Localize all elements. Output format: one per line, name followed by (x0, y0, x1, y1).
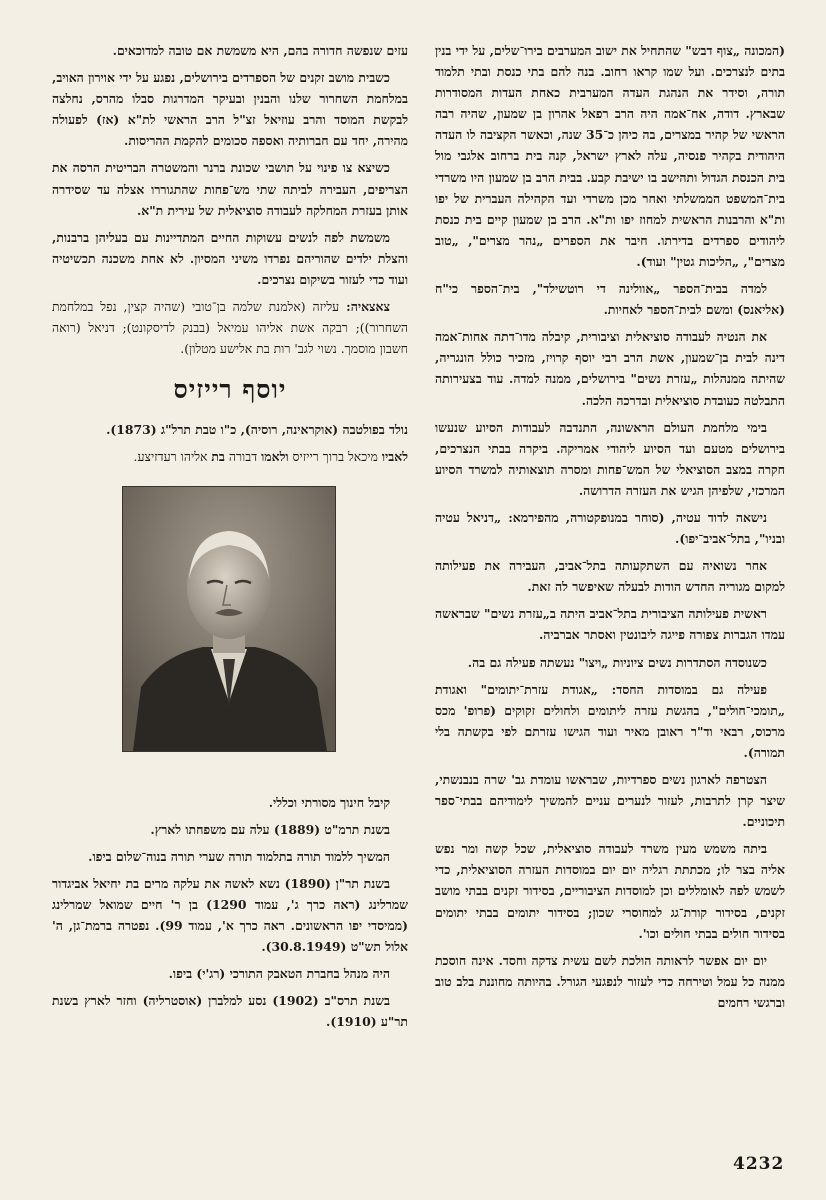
left-column (52, 40, 408, 1038)
right-column (435, 40, 785, 1019)
paragraph: בשנת תר"ן (1890) נשא לאשה את עלקה מרים בת יחיאל אביגדור שמרלינג (ראה כרך ג', עמוד 1290) בן ר' חיים שמואל שמרלינג (ממיסדי יפו הראשונים. ראה כרך א', עמוד 99). נפטרה ברמת־גן, ה' אלול תש"ט (30.8.1949). (52, 875, 408, 955)
paragraph: (המכונה „צוף דבש" שהתחיל את ישוב המערבים בירו־שלים, על ידי בנין בתים לנצרכים. ועל שמו קראו רחוב. בנה להם בתי כנסת ובתי תלמוד תורה, וסידר את הנהגת העדה המערבית כאחת העדות המסודרות שבארץ. דודה, אח־אמה היה הרב רפאל אהרון בן שמעון, שהיה רבה הראשי של קהיר במצרים, בה כיהן כ־35 שנה, וכאשר הקציבה לו העדה היהודית בקהיר פנסיה, עלה לארץ ישראל, קנה בית ברחוב אלגבי מול בית הכנסת הגדול ותהישב בו ישיבת קבע. בבית הרב בן שמעון היו משרדי בית־המשפט הממשלתי ואחר מכן משרדי ועד הקהילה העברית של יפו ות"א והרבנות הראשית למחוז יפו ות"א. הרב בן שמעון קיים בית כנסת ליהודים ספרדים בדירתו. חיבר את הספרים „נהר מצרים", „טוב מצרים", „הליכות גטין" ועוד). (434, 43, 785, 269)
paragraph: פעילה גם במוסדות החסד: „אגודת עזרת־יתומים" ואגודת „תומכי־חולים", בהגשת עזרה ליתומים ולחולים זקוקים (פרופ' מכס מרכוס, רבאי וד"ר ראובן מאיר ועוד הגישו עזרתם לפי בקשתה בלי תמורה). (435, 681, 785, 760)
paragraph: אחר נשואיה עם השתקעותה בתל־אביב, העבירה את פעילותה למקום מגוריה החדש הודות לבעלה שאיפשר לה זאת. (435, 558, 785, 595)
paragraph: הצטרפה לארגון נשים ספרדיות, שבראשו עומדת גב' שרה בנבנשתי, שיצר קרן לתרבות, לעזור לנערים עניים להמשיך לימודיהם בבתי־ספר תיכוניים. (435, 772, 785, 830)
paragraph: בשנת תרמ"ט (1889) עלה עם משפחתו לארץ. (150, 821, 390, 837)
paragraph: בימי מלחמת העולם הראשונה, התנדבה לעבודות הסיוע שנעשו בירושלים מטעם ועד הסיוע ליהודי אמריקה. ביקרה בבתי הנצרכים, חקרה במצב הסוציאלי של המש־פחות ומסרה תוצאותיה למשרד הסיוע המרכזי, שלפיהן הגיש את העזרה הדרושה. (435, 419, 785, 498)
paragraph: עזים שנפשה חדורה בהם, היא משמשת אם טובה למדוכאים. (112, 43, 408, 58)
parents-line: לאביו מיכאל ברוך רייזיס ולאמו דבורה בת אליהו רעדזיצע. (133, 449, 408, 465)
paragraph: היה מנהל בחברת הטאבק התורכי (רג'י) ביפו. (168, 966, 390, 982)
paragraph: משמשת לפה לנשים עשוקות החיים המתדיינות עם בעליהן ברבנות, והצלת ילדים שהוריהם נפרדו משיני המסיון. לא אחת משכנה תכשיטיה ועוד כדי לעזור בשיקום נצרכים. (52, 229, 408, 287)
portrait-image (123, 487, 335, 751)
paragraph: יום יום אפשר לראותה הולכת לשם עשית צדקה וחסד. אינה חוסכת ממנה כל עמל וטירחה כדי לעזור לנפגעי הגורל. בהיותה מחוננת בלב טוב וברגשי רחמים (435, 952, 785, 1010)
portrait-photo (122, 486, 336, 752)
paragraph: את הנטיה לעבודה סוציאלית וציבורית, קיבלה מדו־דתה אחות־אמה דינה לבית בן־שמעון, אשת הרב רבי יוסף קרויז, מזכיר כולל הונגריה, שהיתה ממנהלות „עזרת נשים" בירושלים, ממנה למדה. עוד בצעירותה התבלטה כעובדת סוציאלית ובדרכה הלכה. (435, 329, 785, 408)
paragraph: למדה בבית־הספר „אוולינה די רוטשילד", בית־הספר כי"ח (אליאנס) ומשם לבית־הספר לאחיות. (435, 281, 785, 318)
paragraph: כשבית מושב זקנים של הספרדים בירושלים, נפגע על ידי אוירון האויב, במלחמת השחרור שלנו והבנין ובעיקר המדרגות סבלו מהרס, נחלצה לבקשת המוסד והרב עוזיאל זצ"ל הרב הראשי לת"א (אז) לפעולה מהירה, יחד עם חברותיה ואספה סכומים להקמת ההריסות. (52, 70, 408, 149)
paragraph: ביתה משמש מעין משרד לעבודה סוציאלית, שכל קשה ומר נפש אליה בצר לו; מכתתת רגליה יום יום במוסדות העזרה הסוציאלית, כדי לשמש לפה לאומללים וכן למוסדות הציבוריים, בסידור זקנים בבתי מושב זקנים, בסידור קורת־גג למחוסרי שכון; בסידור יתומים בבתי יתומים בסידור חולים בבתי חולים וכו'. (435, 841, 785, 941)
paragraph: כשיצא צו פינוי על תושבי שכונת ברנר והמשטרה הבריטית הרסה את הצריפים, העבירה לביתה שתי מש־פחות שהתגוררו אצלה עד שסידרה אותן בעזרת המחלקה לעבודה סוציאלית של עירית ת"א. (52, 160, 408, 218)
paragraph: נישאה לדוד עטיה, (סוחר במנופקטורה, מהפירמא: „דניאל עטיה ובניו", בתל־אביב־יפו). (435, 509, 785, 547)
paragraph: המשיך ללמוד תורה בתלמוד תורה שערי תורה בנוה־שלום ביפו. (88, 848, 390, 864)
portrait-photo-frame (124, 486, 336, 752)
paragraph: קיבל חינוך מסורתי וכללי. (268, 794, 390, 810)
descendants-paragraph: צאצאיה: עליזה (אלמנת שלמה בן־טובי (שהיה קצין, נפל במלחמת השחרור)); רבקה אשת אליהו עמיאל (בבנק לדיסקונט); דניאל (רואה חשבון מוסמך. נשוי לגב' רות בת אלישע מטלון). (52, 299, 408, 357)
paragraph: בשנת תרס"ב (1902) נסע למלברן (אוסטרליה) וחזר לארץ בשנת תר"ע (1910). (52, 993, 408, 1030)
entry-title: יוסף רייזיס (173, 375, 287, 405)
paragraph: ראשית פעילותה הציבורית בתל־אביב היתה ב„עזרת נשים" שבראשה עמדו הגברות צפורה פייגה ליבונטין ואסתר אברביה. (435, 606, 785, 643)
paragraph: כשנוסדה הסתדרות נשים ציוניות „ויצו" נעשתה פעילה גם בה. (467, 654, 767, 670)
page-number: 4232 (733, 1154, 785, 1174)
birth-line: נולד בפולטבה (אוקראינה, רוסיה), כ"ו טבת תרל"ג (1873). (106, 422, 408, 438)
